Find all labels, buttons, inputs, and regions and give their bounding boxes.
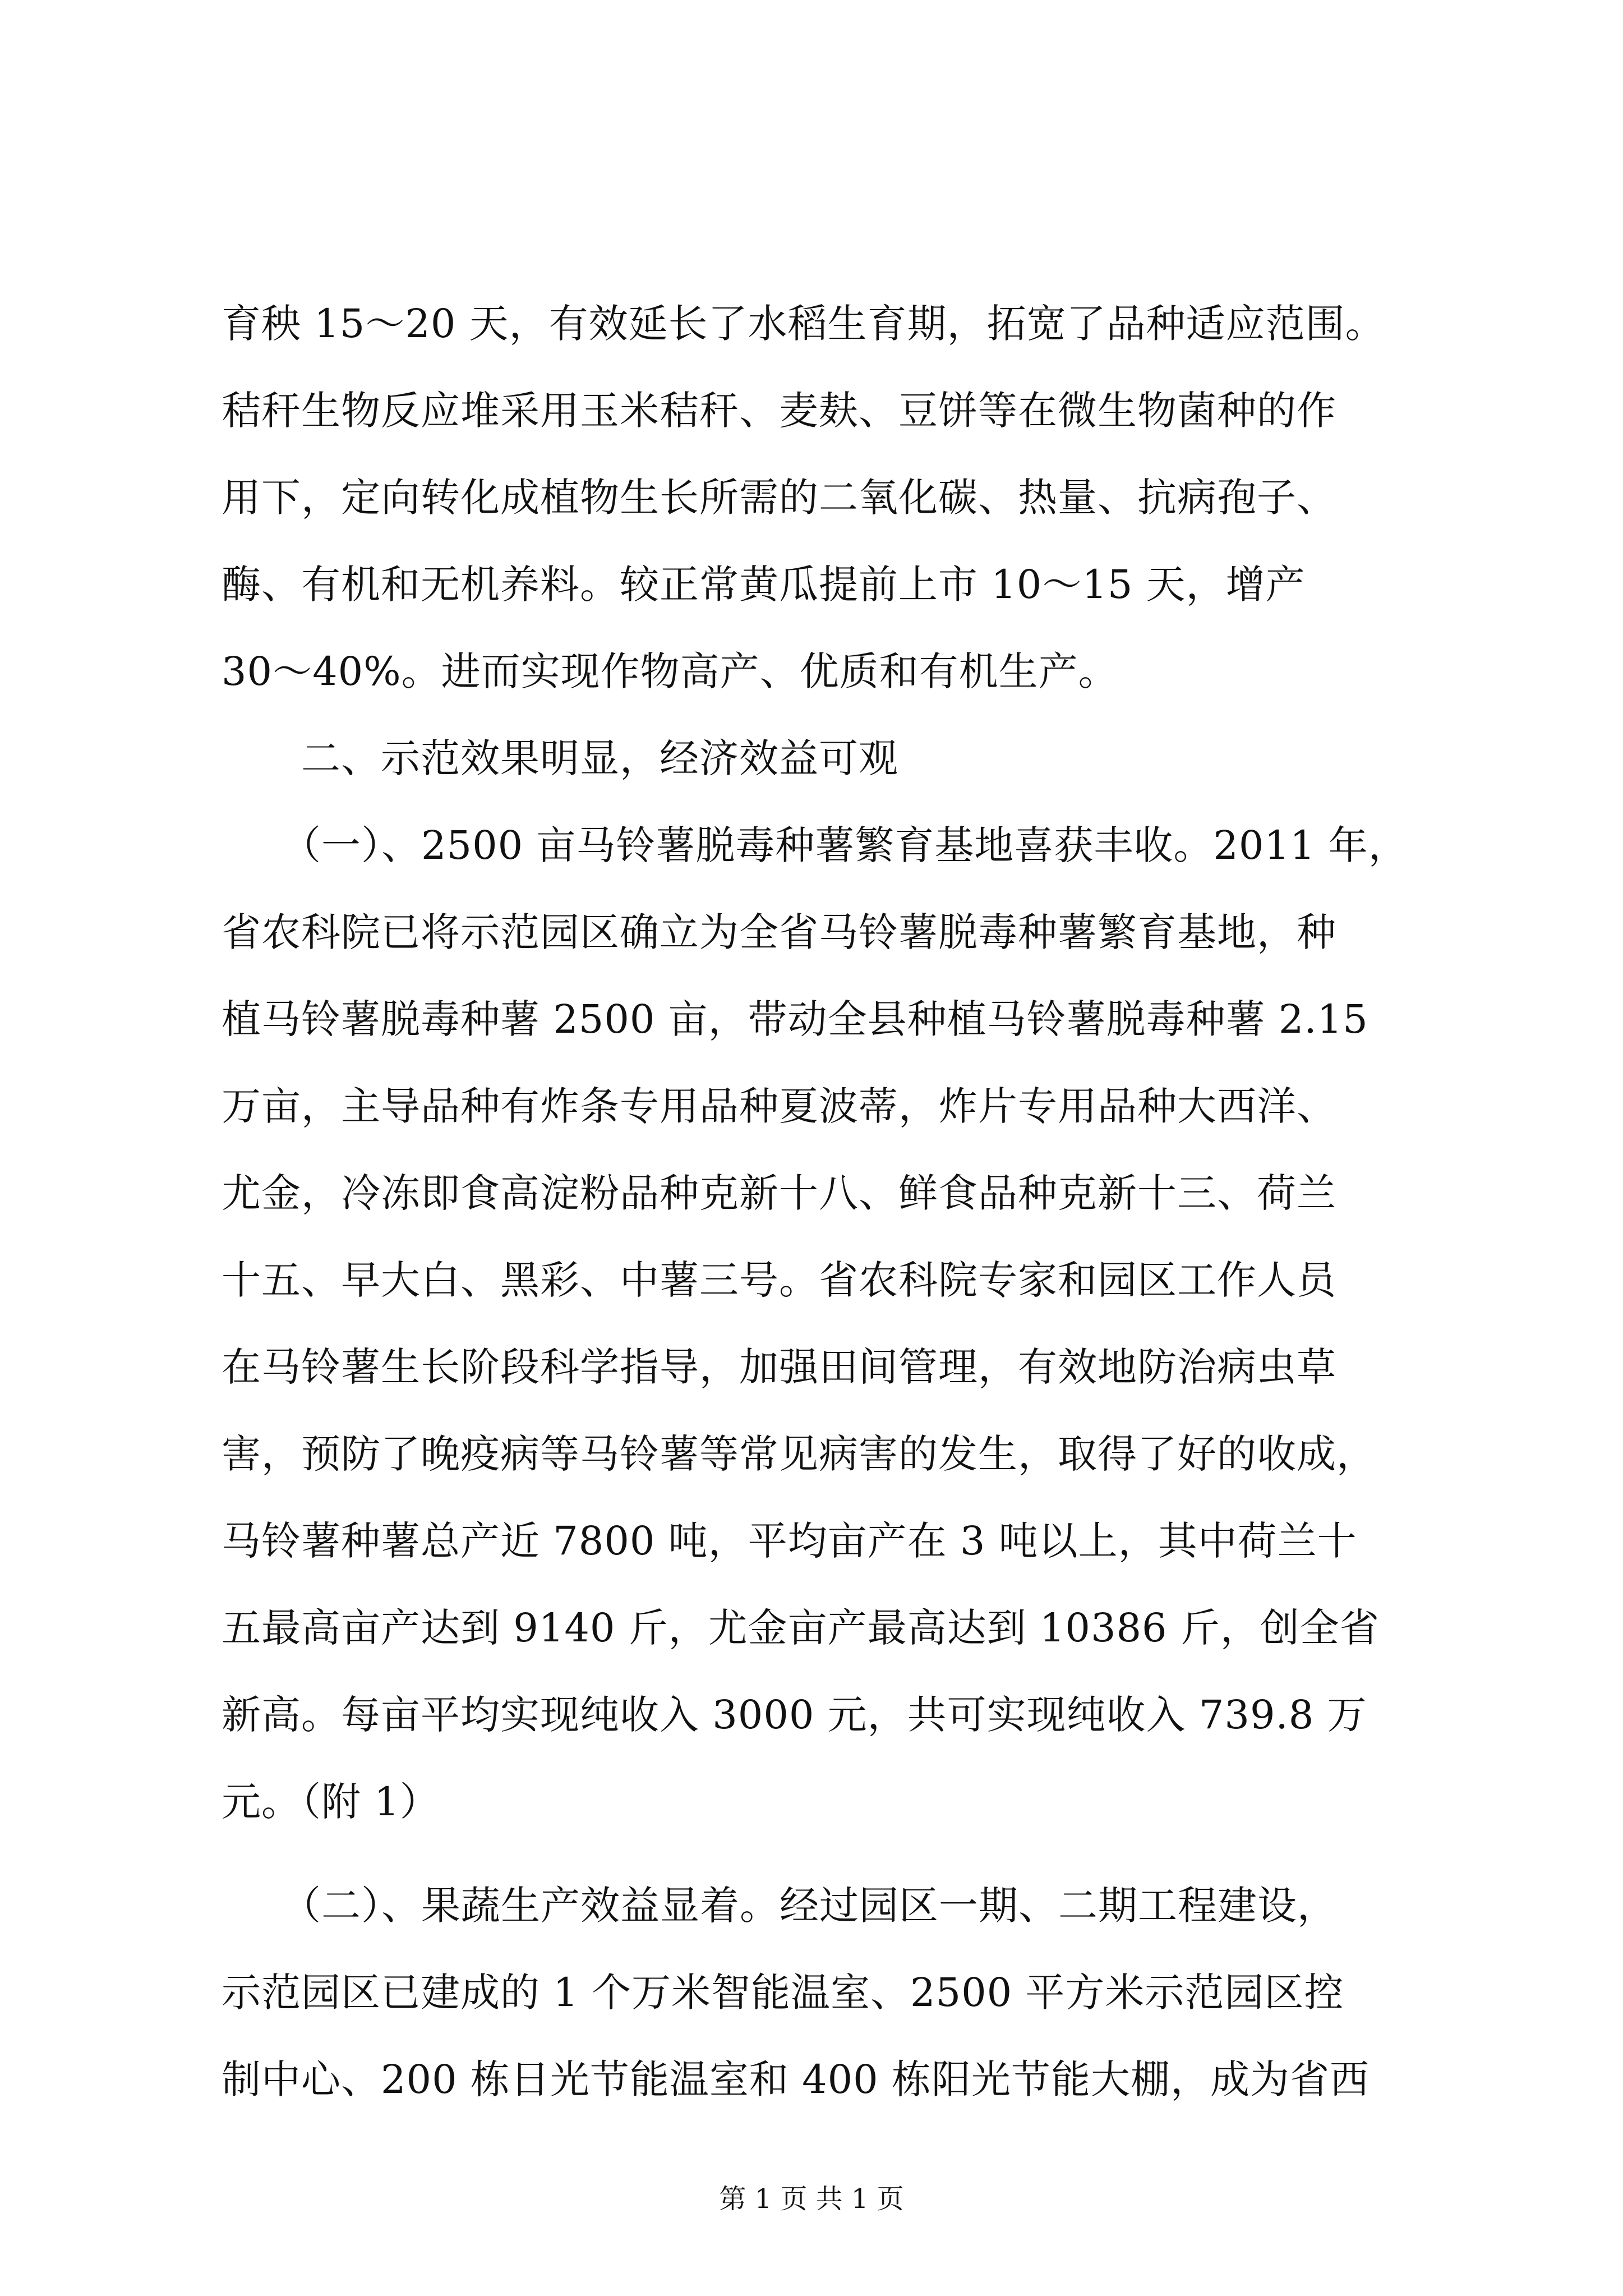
text-line: 用下，定向转化成植物生长所需的二氧化碳、热量、抗病孢子、 [222, 475, 1336, 521]
text-line: （一）、2500 亩马铃薯脱毒种薯繁育基地喜获丰收。2011 年， [222, 822, 1408, 868]
text-line: 害，预防了晚疫病等马铃薯等常见病害的发生，取得了好的收成， [222, 1431, 1376, 1477]
text-line: 示范园区已建成的 1 个万米智能温室、2500 平方米示范园区控 [222, 1970, 1344, 2016]
text-line: 新高。每亩平均实现纯收入 3000 元，共可实现纯收入 739.8 万 [222, 1692, 1367, 1738]
text-line: 秸秆生物反应堆采用玉米秸秆、麦麸、豆饼等在微生物菌种的作 [222, 388, 1336, 434]
text-line: 马铃薯种薯总产近 7800 吨，平均亩产在 3 吨以上，其中荷兰十 [222, 1518, 1357, 1564]
text-line: （二）、果蔬生产效益显着。经过园区一期、二期工程建设， [222, 1883, 1337, 1929]
text-line: 在马铃薯生长阶段科学指导，加强田间管理，有效地防治病虫草 [222, 1344, 1336, 1390]
page-number-footer: 第 1 页 共 1 页 [719, 2183, 904, 2215]
text-line: 元。（附 1） [222, 1779, 440, 1825]
text-line: 省农科院已将示范园区确立为全省马铃薯脱毒种薯繁育基地，种 [222, 909, 1336, 955]
text-line: 万亩，主导品种有炸条专用品种夏波蒂，炸片专用品种大西洋、 [222, 1083, 1336, 1129]
text-line: 五最高亩产达到 9140 斤，尤金亩产最高达到 10386 斤，创全省 [222, 1605, 1380, 1651]
text-line: 酶、有机和无机养料。较正常黄瓜提前上市 10～15 天，增产 [222, 562, 1306, 608]
document-body [222, 280, 1408, 2123]
text-line: 尤金，冷冻即食高淀粉品种克新十八、鲜食品种克新十三、荷兰 [222, 1170, 1336, 1216]
text-line: 30～40%。进而实现作物高产、优质和有机生产。 [222, 648, 1118, 694]
text-line: 制中心、200 栋日光节能温室和 400 栋阳光节能大棚，成为省西 [222, 2056, 1370, 2102]
text-line: 育秧 15～20 天，有效延长了水稻生育期，拓宽了品种适应范围。 [222, 301, 1385, 347]
text-line: 十五、早大白、黑彩、中薯三号。省农科院专家和园区工作人员 [222, 1257, 1336, 1303]
section-heading: 二、示范效果明显，经济效益可观 [222, 735, 898, 781]
text-line: 植马铃薯脱毒种薯 2500 亩，带动全县种植马铃薯脱毒种薯 2.15 [222, 996, 1368, 1042]
